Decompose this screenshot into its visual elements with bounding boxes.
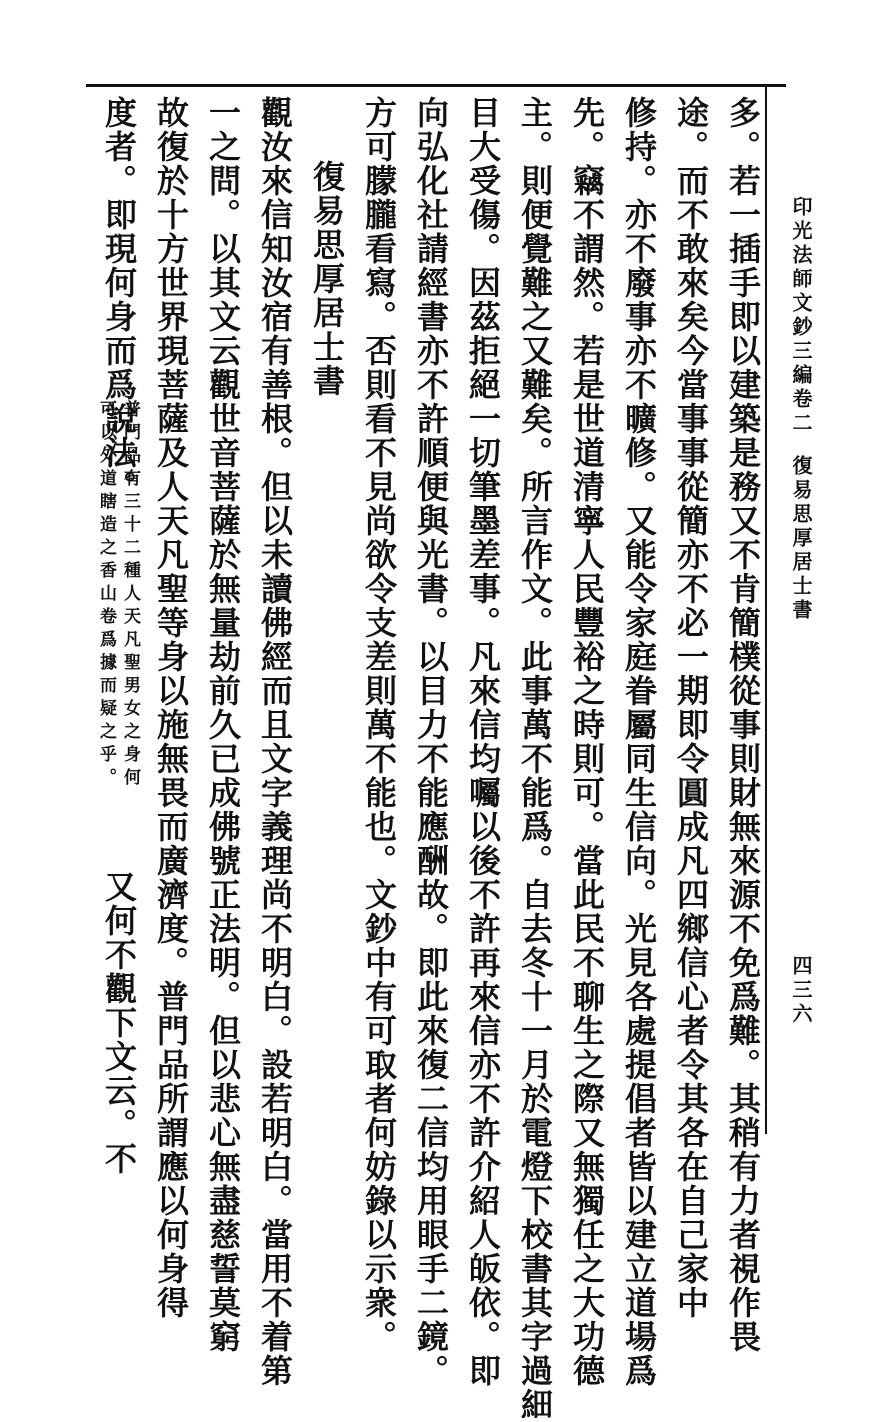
annotation-line-2: 可以外道瞎造之香山卷爲據而疑之乎。 (96, 400, 116, 791)
text-column-6: 目大受傷。因茲拒絕一切筆墨差事。凡來信均囑以後不許再來信亦不許介紹人皈依。即 (464, 96, 502, 1388)
text-column-11: 一之問。以其文云觀世音菩薩於無量劫前久已成佛號正法明。但以悲心無盡慈誓莫窮 (204, 96, 242, 1354)
book-title: 印光法師文鈔三編卷二 (789, 196, 813, 436)
top-border-rule (86, 84, 786, 87)
text-column-1: 多。若一插手即以建築是務又不肯簡樸從事則財無來源不免爲難。其稍有力者視作畏 (724, 96, 762, 1354)
letter-heading: 復易思厚居士書 (308, 160, 346, 398)
text-column-8: 方可朦朧看寫。否則看不見尚欲令支差則萬不能也。文鈔中有可取者何妨錄以示衆。 (360, 96, 398, 1354)
text-column-3: 修持。亦不廢事亦不曠修。又能令家庭眷屬同生信向。光見各處提倡者皆以建立道場爲 (620, 96, 658, 1388)
text-column-7: 向弘化社請經書亦不許順便與光書。以目力不能應酬故。即此來復二信均用眼手二鏡。 (412, 96, 450, 1388)
text-column-10: 觀汝來信知汝宿有善根。但以未讀佛經而且文字義理尚不明白。設若明白。當用不着第 (256, 96, 294, 1388)
text-column-13-tail: 又何不觀下文云。不 (100, 870, 138, 1176)
page-number: 四三六 (789, 955, 813, 1027)
text-column-12: 故復於十方世界現菩薩及人天凡聖等身以施無畏而廣濟度。普門品所謂應以何身得 (152, 96, 190, 1320)
text-column-13: 度者。即現何身而爲說法。 (100, 96, 138, 504)
text-column-2: 途。而不敢來矣今當事事從簡亦不必一期即令圓成凡四鄉信心者令其各在自己家中 (672, 96, 710, 1320)
text-column-5: 主。則便覺難之又難矣。所言作文。此事萬不能爲。自去冬十一月於電燈下校書其字過細 (516, 96, 554, 1422)
annotation-line-1: 普門品有三十二種人天凡聖男女之身何 (120, 400, 140, 791)
section-title: 復易思厚居士書 (789, 455, 813, 623)
text-column-4: 先。竊不謂然。若是世道清寧人民豐裕之時則可。當此民不聊生之際又無獨任之大功德 (568, 96, 606, 1388)
